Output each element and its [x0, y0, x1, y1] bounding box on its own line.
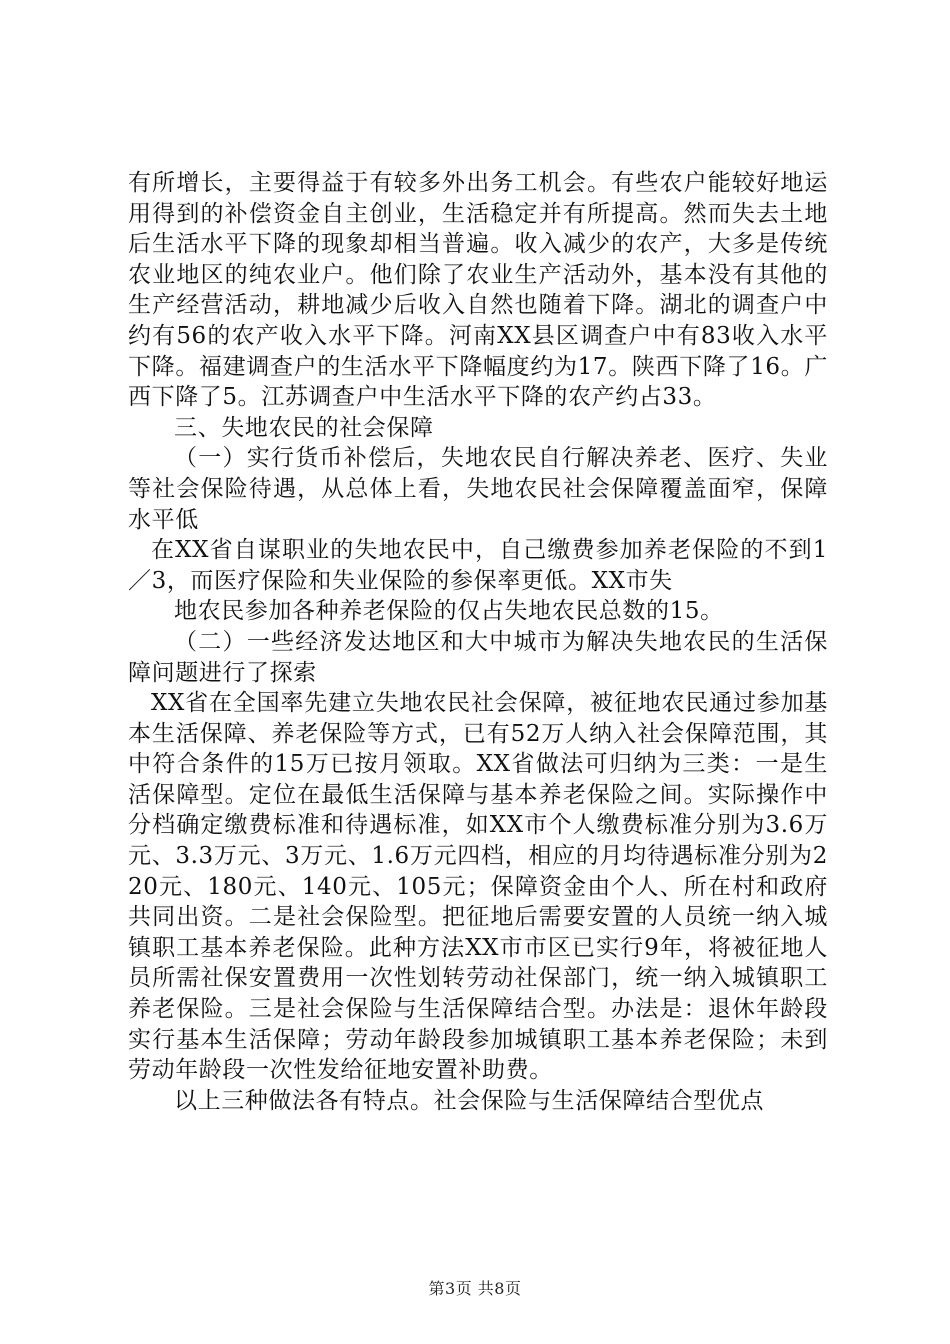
paragraph-province-practice: XX省在全国率先建立失地农民社会保障，被征地农民通过参加基本生活保障、养老保险等方式，已有52万人纳入社会保障范围，其中符合条件的15万已按月领取。XX省做法可归纳为三类：一是生活保障型。定位在最低生活保障与基本养老保险之间。实际操作中分档确定缴费标准和待遇标准，如XX市个人缴费标准分别为3.6万元、3.3万元、3万元、1.6万元四档，相应的月均待遇标准分别为220元、180元、140元、105元；保障资金由个人、所在村和政府共同出资。二是社会保险型。把征地后需要安置的人员统一纳入城镇职工基本养老保险。此种方法XX市市区已实行9年，将被征地人员所需社保安置费用一次性划转劳动社保部门，统一纳入城镇职工养老保险。三是社会保险与生活保障结合型。办法是：退休年龄段实行基本生活保障；劳动年龄段参加城镇职工基本养老保险；未到劳动年龄段一次性发给征地安置补助费。: [128, 690, 828, 1084]
document-body: [128, 168, 828, 1116]
section-heading-social-security: 三、失地农民的社会保障: [174, 414, 434, 441]
subheading-exploration: （二）一些经济发达地区和大中城市为解决失地农民的生活保障问题进行了探索: [128, 628, 828, 686]
paragraph-pension-participation: 在XX省自谋职业的失地农民中，自己缴费参加养老保险的不到1／3，而医疗保险和失业保险的参保率更低。XX市失: [128, 537, 828, 594]
paragraph-comparison: 以上三种做法各有特点。社会保险与生活保障结合型优点: [174, 1087, 764, 1114]
paragraph-pension-share: 地农民参加各种养老保险的仅占失地农民总数的15。: [174, 598, 724, 625]
page-number-footer: 第3页 共8页: [428, 1279, 522, 1298]
paragraph-income-change: 有所增长，主要得益于有较多外出务工机会。有些农户能较好地运用得到的补偿资金自主创业，生活稳定并有所提高。然而失去土地后生活水平下降的现象却相当普遍。收入减少的农产，大多是传统农业地区的纯农业户。他们除了农业生产活动外，基本没有其他的生产经营活动，耕地减少后收入自然也随着下降。湖北的调查户中约有56的农产收入水平下降。河南XX县区调查户中有83收入水平下降。福建调查户的生活水平下降幅度约为17。陕西下降了16。广西下降了5。江苏调查户中生活水平下降的农产约占33。: [128, 170, 828, 411]
subheading-monetary-compensation: （一）实行货币补偿后，失地农民自行解决养老、医疗、失业等社会保险待遇，从总体上看，失地农民社会保障覆盖面窄，保障水平低: [128, 445, 828, 533]
